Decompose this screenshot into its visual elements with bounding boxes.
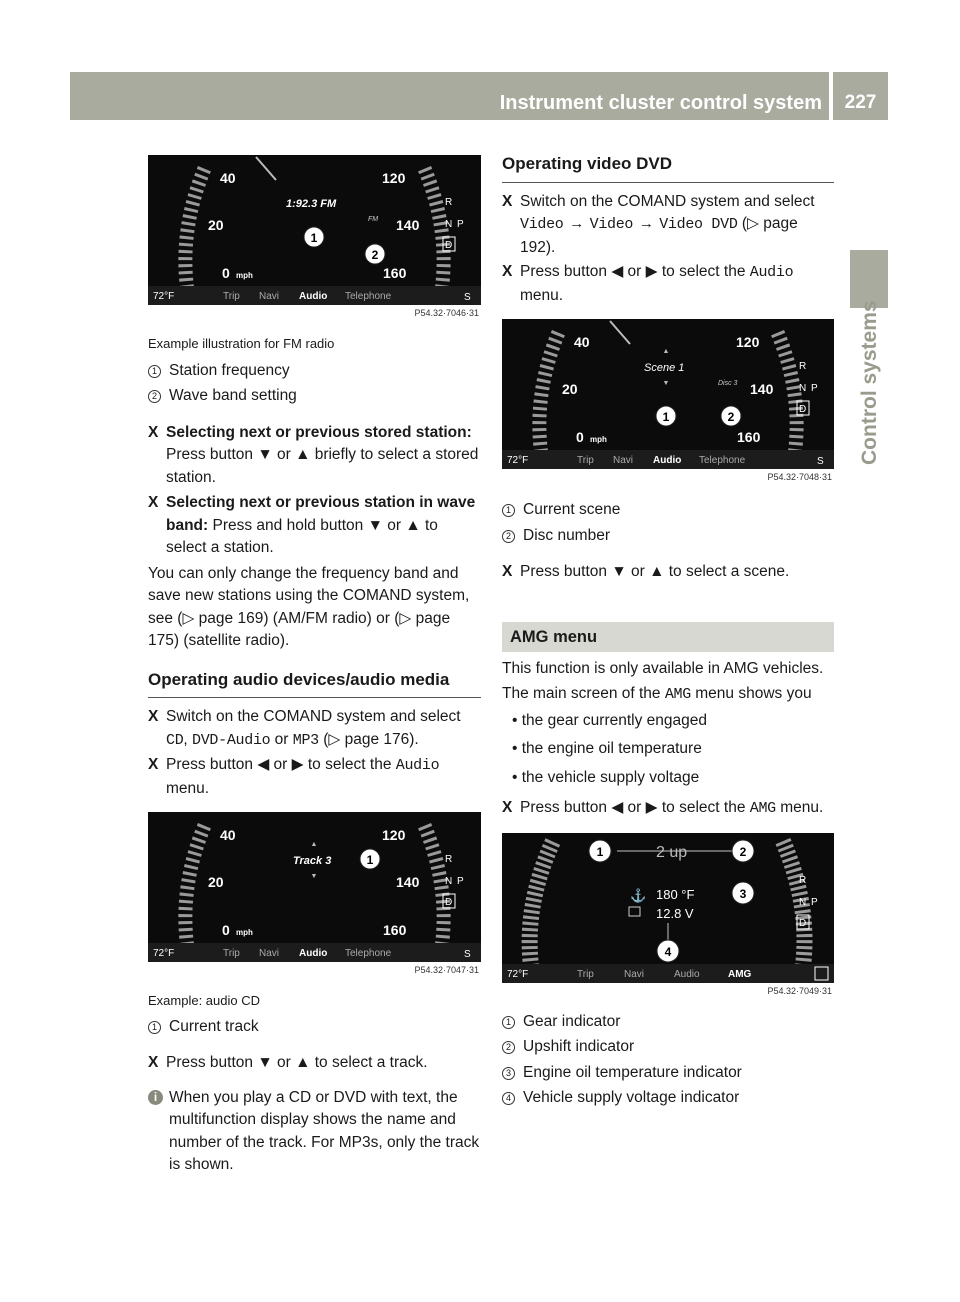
- tick-40: 40: [220, 170, 236, 186]
- step-text: Press button ◀ or ▶ to select the: [166, 756, 392, 773]
- section-heading: Operating video DVD: [502, 153, 834, 183]
- code-text: AMG: [749, 800, 776, 817]
- menu-telephone: Telephone: [345, 948, 392, 959]
- page-ref: (▷ page 176).: [323, 730, 419, 748]
- menu-telephone: Telephone: [345, 291, 392, 302]
- legend-item: [502, 499, 834, 522]
- paragraph: This function is only available in AMG vehicles.: [502, 659, 824, 677]
- step-text: menu.: [166, 779, 210, 797]
- page-number: 227: [833, 72, 888, 120]
- code-text: MP3: [292, 731, 319, 749]
- legend-text: Current scene: [523, 501, 621, 518]
- code-text: DVD-Audio: [192, 731, 271, 749]
- svg-text:▼: ▼: [662, 380, 670, 387]
- left-column: [148, 155, 481, 1177]
- tick-120: 120: [382, 170, 406, 186]
- bullet-item: • the gear currently engaged: [512, 711, 708, 729]
- svg-text:▲: ▲: [310, 841, 318, 848]
- legend-item: [502, 525, 834, 548]
- bullet-text: the gear currently engaged: [521, 711, 708, 729]
- paragraph: You can only change the frequency band and save new stations using the COMAND system, see (▷ page 169) (AM/FM radio) or (▷ page 175) (satellite radio).: [148, 564, 470, 649]
- menu-amg: AMG: [728, 968, 752, 980]
- tick-120: 120: [382, 827, 406, 843]
- legend-item: [502, 1011, 834, 1034]
- callout-badge: 1: [148, 1021, 161, 1034]
- step-text: menu.: [780, 799, 824, 816]
- gear-n: N: [445, 219, 453, 230]
- side-section-label: Control systems: [858, 300, 881, 465]
- step-text: Press button ▼ or ▲ briefly to select a stored station.: [166, 446, 479, 486]
- outside-temp: 72°F: [507, 455, 529, 466]
- bullet-item: • the vehicle supply voltage: [512, 768, 700, 786]
- gear-r: R: [445, 854, 453, 865]
- upshift-text: 2 up: [656, 843, 688, 861]
- legend-item: [502, 1062, 834, 1085]
- section-heading-amg: AMG menu: [502, 622, 834, 652]
- legend-text: Wave band setting: [169, 387, 297, 404]
- gear-r: R: [799, 874, 807, 886]
- tick-140: 140: [396, 874, 420, 890]
- tick-40: 40: [574, 334, 590, 350]
- callout-3: 3: [739, 886, 747, 901]
- figure-ref: P54.32·7047·31: [414, 965, 479, 975]
- supply-voltage: 12.8 V: [656, 905, 694, 921]
- legend-text: Disc number: [523, 526, 610, 544]
- cluster-display-fm: [148, 155, 481, 321]
- menu-navi: Navi: [613, 455, 634, 466]
- legend-text: Upshift indicator: [523, 1038, 635, 1055]
- step-text: Press button ◀ or ▶ to select the: [520, 799, 746, 816]
- menu-audio: Audio: [299, 291, 328, 302]
- figure-fm-radio: [148, 155, 481, 321]
- instruction-step: X Press button ◀ or ▶ to select the Audio menu.: [148, 756, 440, 797]
- instruction-step: X Press button ◀ or ▶ to select the Audio menu.: [502, 263, 794, 304]
- gear-p: P: [457, 219, 464, 230]
- legend-item: [148, 385, 481, 408]
- gear-r: R: [799, 361, 807, 372]
- paragraph-text: menu shows you: [695, 685, 812, 702]
- figure-video-dvd: [502, 319, 834, 485]
- callout-badge: 3: [502, 1067, 515, 1080]
- page-title: Instrument cluster control system: [499, 92, 822, 114]
- gear-n: N: [445, 876, 453, 887]
- callout-2: 2: [727, 410, 735, 424]
- instruction-step: X Press button ▼ or ▲ to select a scene.: [502, 561, 834, 584]
- cluster-display-dvd: [502, 319, 834, 485]
- menu-navi: Navi: [259, 291, 280, 302]
- tick-20: 20: [208, 217, 224, 233]
- menu-trip: Trip: [577, 455, 594, 466]
- figure-ref: P54.32·7048·31: [767, 472, 832, 482]
- figure-caption-fm: Example illustration for FM radio: [148, 336, 335, 351]
- bullet-item: • the engine oil temperature: [512, 740, 702, 757]
- tick-40: 40: [220, 827, 236, 843]
- menu-trip: Trip: [577, 968, 594, 980]
- callout-badge: 2: [502, 530, 515, 543]
- wave-band: FM: [368, 216, 379, 223]
- paragraph-text: The main screen of the: [502, 685, 661, 702]
- gear-d: D: [445, 240, 453, 251]
- oil-temperature: 180 °F: [656, 886, 695, 902]
- gear-d: D: [799, 404, 807, 415]
- legend-item: [502, 1087, 834, 1110]
- callout-badge: 2: [148, 390, 161, 403]
- callout-1: 1: [662, 410, 670, 424]
- step-text: Press button ▼ or ▲ to select a scene.: [520, 563, 790, 580]
- callout-4: 4: [664, 944, 672, 959]
- figure-amg: [502, 833, 834, 999]
- menu-navi: Navi: [624, 968, 645, 980]
- paragraph: [502, 683, 834, 707]
- legend-item: [148, 360, 481, 383]
- instruction-step: X Switch on the COMAND system and select CD, DVD-Audio or MP3 (▷ page 176).: [148, 708, 461, 749]
- callout-badge: 4: [502, 1092, 515, 1105]
- menu-s: S: [464, 292, 471, 303]
- menu-s: S: [464, 949, 471, 960]
- callout-badge: 1: [502, 504, 515, 517]
- tick-160: 160: [383, 922, 407, 938]
- gear-p: P: [457, 876, 464, 887]
- instruction-step: X Selecting next or previous stored station: Press button ▼ or ▲ briefly to select a stored station.: [148, 423, 479, 486]
- gear-d: D: [799, 917, 807, 929]
- figure-caption-cd: Example: audio CD: [148, 993, 260, 1008]
- callout-badge: 1: [148, 365, 161, 378]
- outside-temp: 72°F: [507, 968, 529, 980]
- menu-telephone: Telephone: [699, 455, 746, 466]
- gear-p: P: [811, 896, 818, 908]
- section-heading: Operating audio devices/audio media: [148, 669, 481, 699]
- step-text: Press button ◀ or ▶ to select the: [520, 263, 746, 280]
- cluster-display-cd: [148, 812, 481, 978]
- legend-text: Station frequency: [169, 361, 290, 379]
- tick-20: 20: [208, 874, 224, 890]
- legend-item: [502, 1036, 834, 1059]
- callout-1: 1: [366, 853, 374, 867]
- step-text: Press and hold button ▼ or ▲ to select a station.: [166, 516, 438, 556]
- unit-mph: mph: [236, 928, 253, 937]
- unit-mph: mph: [590, 435, 607, 444]
- tick-160: 160: [383, 265, 407, 281]
- unit-mph: mph: [236, 271, 253, 280]
- track-label: Track 3: [293, 855, 332, 867]
- legend-text: Current track: [169, 1017, 259, 1035]
- legend-text: Gear indicator: [523, 1012, 621, 1030]
- info-icon: i: [148, 1090, 163, 1105]
- menu-trip: Trip: [223, 948, 240, 959]
- tick-0: 0: [222, 922, 230, 938]
- gear-n: N: [799, 896, 807, 908]
- gear-r: R: [445, 197, 453, 208]
- callout-1: 1: [596, 844, 604, 859]
- menu-audio: Audio: [299, 948, 328, 959]
- code-text: CD: [166, 731, 184, 749]
- svg-text:▲: ▲: [662, 348, 670, 355]
- figure-audio-cd: [148, 812, 481, 978]
- gear-n: N: [799, 383, 807, 394]
- page-ref: (▷ page 192).: [520, 215, 798, 256]
- tick-0: 0: [576, 429, 584, 445]
- outside-temp: 72°F: [153, 291, 175, 302]
- code-text: Video → Video → Video DVD: [520, 216, 738, 233]
- step-text: menu.: [520, 286, 564, 304]
- step-text: Switch on the COMAND system and select: [520, 192, 815, 210]
- tick-140: 140: [396, 217, 420, 233]
- figure-ref: P54.32·7049·31: [767, 985, 832, 996]
- tick-160: 160: [737, 429, 761, 445]
- menu-audio: Audio: [674, 968, 700, 980]
- code-text: Audio: [395, 757, 440, 774]
- bullet-text: the vehicle supply voltage: [521, 768, 700, 786]
- callout-badge: 1: [502, 1016, 515, 1029]
- cluster-display-amg: [502, 833, 834, 999]
- tick-140: 140: [750, 381, 774, 397]
- instruction-step: X Press button ◀ or ▶ to select the AMG menu.: [502, 799, 824, 817]
- right-column: [502, 153, 834, 1110]
- code-text: AMG: [664, 686, 691, 703]
- info-text: When you play a CD or DVD with text, the multifunction display shows the name and number of the track. For MP3s, only the track is shown.: [169, 1088, 480, 1173]
- step-bold: Selecting next or previous stored station:: [166, 423, 472, 441]
- tick-20: 20: [562, 381, 578, 397]
- menu-navi: Navi: [259, 948, 280, 959]
- disc-label: Disc 3: [718, 380, 738, 387]
- tick-120: 120: [736, 334, 760, 350]
- callout-1: 1: [310, 231, 318, 245]
- instruction-step: X Selecting next or previous station in wave band: Press and hold button ▼ or ▲ to select a station.: [148, 494, 476, 556]
- legend-text: Vehicle supply voltage indicator: [523, 1089, 740, 1106]
- instruction-step: X Switch on the COMAND system and select Video → Video → Video DVD (▷ page 192).: [502, 192, 815, 256]
- outside-temp: 72°F: [153, 948, 175, 959]
- gear-p: P: [811, 383, 818, 394]
- step-bold: Selecting next or previous station in wave band:: [166, 494, 476, 534]
- instruction-step: X Press button ▼ or ▲ to select a track.: [148, 1052, 481, 1075]
- legend-text: Engine oil temperature indicator: [523, 1063, 742, 1081]
- bullet-text: the engine oil temperature: [521, 740, 702, 757]
- menu-audio: Audio: [653, 455, 682, 466]
- menu-s: S: [817, 456, 824, 467]
- svg-text:▼: ▼: [310, 873, 318, 880]
- code-text: Audio: [749, 264, 794, 281]
- callout-badge: 2: [502, 1041, 515, 1054]
- gear-d: D: [445, 897, 453, 908]
- step-text: Press button ▼ or ▲ to select a track.: [166, 1054, 428, 1071]
- info-note: [148, 1087, 481, 1177]
- step-text: Switch on the COMAND system and select: [166, 708, 461, 725]
- tick-0: 0: [222, 265, 230, 281]
- station-frequency: 1:92.3 FM: [286, 198, 337, 210]
- callout-2: 2: [739, 844, 747, 859]
- oil-icon: ⚓: [630, 887, 647, 903]
- scene-label: Scene 1: [644, 362, 685, 374]
- menu-trip: Trip: [223, 291, 240, 302]
- callout-2: 2: [371, 248, 379, 262]
- figure-ref: P54.32·7046·31: [414, 308, 479, 318]
- legend-item: [148, 1016, 481, 1039]
- step-text: or: [274, 730, 289, 748]
